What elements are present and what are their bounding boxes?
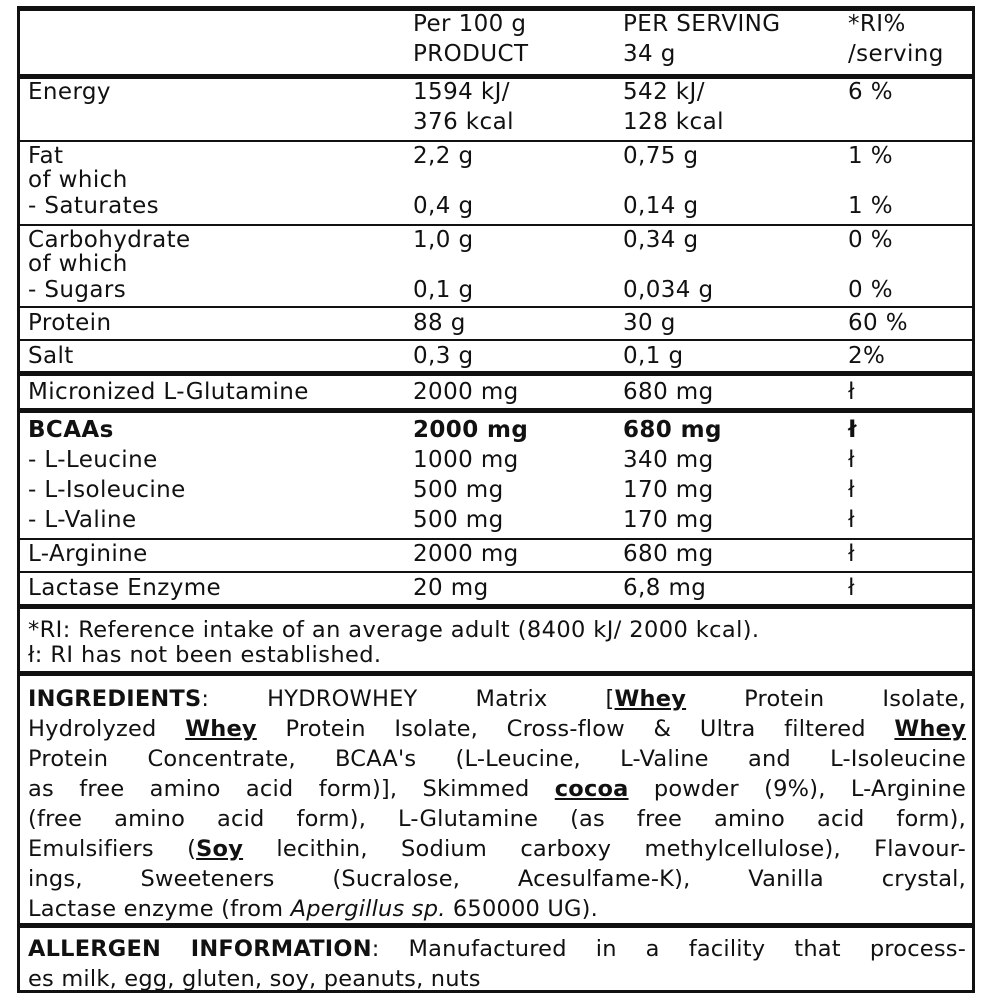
fat-ri: 1 % — [848, 143, 893, 169]
ingredients-text-part: powder (9%), L-Arginine — [628, 776, 966, 802]
bcaas-per100: 2000 mg — [413, 417, 529, 443]
lactase-serving: 6,8 mg — [623, 575, 707, 601]
fat-serving: 0,75 g — [623, 143, 699, 169]
header-ri-line1: *RI% — [848, 11, 906, 37]
divider-thick — [17, 408, 975, 413]
isoleucine-serving: 170 mg — [623, 477, 714, 503]
allergen-whey: Whey — [185, 716, 257, 742]
row-label-saturates: - Saturates — [28, 193, 160, 219]
row-label-bcaas: BCAAs — [28, 417, 114, 443]
allergen-text-part: : Manufactured in a facility that process- — [371, 936, 967, 962]
ingredients-text-part: lecithin, Sodium carboxy methylcellulose), Flavour- — [243, 836, 966, 862]
allergen-whey: Whey — [614, 686, 687, 712]
header-serving-line2: 34 g — [623, 41, 676, 67]
carb-ri: 0 % — [848, 227, 893, 253]
row-label-lactase: Lactase Enzyme — [28, 575, 222, 601]
divider — [17, 140, 975, 142]
energy-serving-kj: 542 kJ/ — [623, 79, 705, 105]
header-per100-line1: Per 100 g — [413, 11, 527, 37]
allergen-line — [28, 934, 966, 964]
allergen-information — [28, 934, 966, 994]
allergen-cocoa: cocoa — [554, 776, 629, 802]
ingredients-text-part: Protein Isolate, Cross-flow & Ultra filtered — [256, 716, 895, 742]
row-label-carbohydrate: Carbohydrate — [28, 227, 191, 253]
ingredients-line: ings, Sweeteners (Sucralose, Acesulfame-K), Vanilla crystal, — [28, 866, 966, 892]
divider-thick — [17, 604, 975, 609]
saturates-per100: 0,4 g — [413, 193, 474, 219]
bcaas-serving: 680 mg — [623, 417, 722, 443]
energy-serving-kcal: 128 kcal — [623, 109, 724, 135]
row-label-sugars: - Sugars — [28, 277, 127, 303]
row-label-carb-which: of which — [28, 251, 128, 277]
ingredients-heading: INGREDIENTS — [28, 686, 202, 712]
sugars-per100: 0,1 g — [413, 277, 474, 303]
saturates-ri: 1 % — [848, 193, 893, 219]
salt-serving: 0,1 g — [623, 343, 684, 369]
header-ri-line2: /serving — [848, 41, 944, 67]
valine-serving: 170 mg — [623, 507, 714, 533]
divider — [17, 306, 975, 308]
energy-ri: 6 % — [848, 79, 893, 105]
glutamine-ri: ł — [848, 379, 855, 405]
ingredients-line — [28, 774, 966, 804]
row-label-protein: Protein — [28, 310, 112, 336]
allergen-soy: Soy — [196, 836, 244, 862]
ingredients-line — [28, 834, 966, 864]
divider — [17, 571, 975, 573]
protein-ri: 60 % — [848, 310, 909, 336]
leucine-serving: 340 mg — [623, 447, 714, 473]
glutamine-per100: 2000 mg — [413, 379, 519, 405]
divider — [17, 224, 975, 226]
arginine-serving: 680 mg — [623, 541, 714, 567]
ingredients-text-part: : HYDROWHEY Matrix [ — [201, 686, 615, 712]
ingredients-text-part: as free amino acid form)], Skimmed — [28, 776, 555, 802]
row-label-fat-which: of which — [28, 167, 128, 193]
row-label-isoleucine: - L-Isoleucine — [28, 477, 186, 503]
divider-thick — [17, 671, 975, 676]
arginine-ri: ł — [848, 541, 855, 567]
divider — [17, 339, 975, 341]
allergen-line: es milk, egg, gluten, soy, peanuts, nuts — [28, 966, 481, 992]
fat-per100: 2,2 g — [413, 143, 474, 169]
row-label-salt: Salt — [28, 343, 74, 369]
row-label-energy: Energy — [28, 79, 111, 105]
footnote-ri: *RI: Reference intake of an average adult (8400 kJ/ 2000 kcal). — [28, 617, 760, 643]
allergen-whey: Whey — [894, 716, 966, 742]
leucine-per100: 1000 mg — [413, 447, 519, 473]
row-label-fat: Fat — [28, 143, 64, 169]
ingredients-line — [28, 684, 966, 714]
isoleucine-ri: ł — [848, 477, 855, 503]
row-label-leucine: - L-Leucine — [28, 447, 158, 473]
leucine-ri: ł — [848, 447, 855, 473]
sugars-ri: 0 % — [848, 277, 893, 303]
ingredients-text-part: Lactase enzyme (from — [28, 896, 291, 922]
ingredients-text — [28, 684, 966, 924]
divider-thick — [17, 371, 975, 376]
ingredients-text-part: Emulsifiers ( — [28, 836, 197, 862]
ingredients-line — [28, 894, 966, 924]
lactase-per100: 20 mg — [413, 575, 489, 601]
protein-per100: 88 g — [413, 310, 466, 336]
header-per100-line2: PRODUCT — [413, 41, 529, 67]
saturates-serving: 0,14 g — [623, 193, 699, 219]
row-label-arginine: L-Arginine — [28, 541, 148, 567]
protein-serving: 30 g — [623, 310, 676, 336]
arginine-per100: 2000 mg — [413, 541, 519, 567]
salt-ri: 2% — [848, 343, 886, 369]
valine-per100: 500 mg — [413, 507, 504, 533]
salt-per100: 0,3 g — [413, 343, 474, 369]
ingredients-text-part: 650000 UG). — [445, 896, 598, 922]
ingredients-line: (free amino acid form), L-Glutamine (as free amino acid form), — [28, 806, 966, 832]
carb-serving: 0,34 g — [623, 227, 699, 253]
energy-per100-kcal: 376 kcal — [413, 109, 514, 135]
lactase-ri: ł — [848, 575, 855, 601]
divider — [17, 538, 975, 540]
bcaas-ri: ł — [848, 417, 857, 443]
ingredients-line: Protein Concentrate, BCAA's (L-Leucine, L-Valine and L-Isoleucine — [28, 746, 966, 772]
allergen-heading: ALLERGEN INFORMATION — [28, 936, 372, 962]
ingredients-text-part: Hydrolyzed — [28, 716, 186, 742]
ingredients-species: Apergillus sp. — [290, 896, 446, 922]
ingredients-line — [28, 714, 966, 744]
footnote-not-established: ł: RI has not been established. — [28, 642, 382, 668]
sugars-serving: 0,034 g — [623, 277, 714, 303]
carb-per100: 1,0 g — [413, 227, 474, 253]
row-label-glutamine: Micronized L-Glutamine — [28, 379, 309, 405]
glutamine-serving: 680 mg — [623, 379, 714, 405]
valine-ri: ł — [848, 507, 855, 533]
isoleucine-per100: 500 mg — [413, 477, 504, 503]
row-label-valine: - L-Valine — [28, 507, 137, 533]
header-serving-line1: PER SERVING — [623, 11, 781, 37]
ingredients-text-part: Protein Isolate, — [686, 686, 966, 712]
energy-per100-kj: 1594 kJ/ — [413, 79, 510, 105]
